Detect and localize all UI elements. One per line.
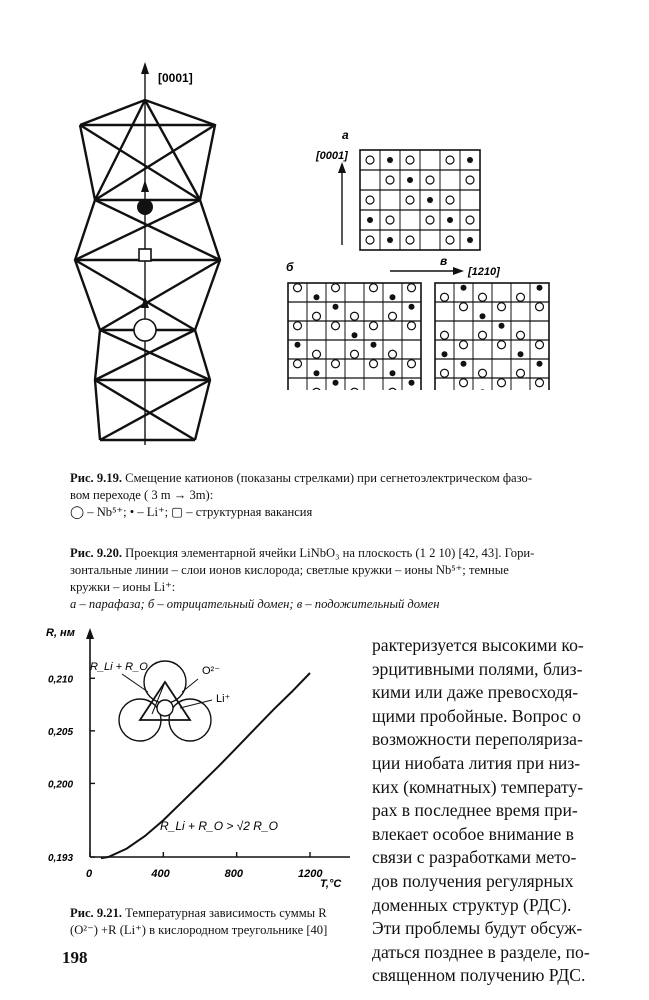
body-text-line: Эти проблемы будут обсуж-	[372, 918, 583, 939]
nb-ion-circle	[446, 156, 454, 164]
nb-ion-circle	[351, 388, 359, 390]
y-axis-label: R, нм	[46, 627, 75, 639]
nb-ion-circle	[386, 176, 394, 184]
nb-ion-circle	[332, 322, 340, 330]
axis-0001-label: [0001]	[316, 150, 348, 162]
fig21-chart	[40, 622, 360, 902]
nb-ion-circle	[370, 360, 378, 368]
panel-a-letter: a	[342, 128, 349, 142]
x-tick-label: 800	[224, 868, 244, 880]
body-text-line: кими или даже превосходя-	[372, 682, 579, 703]
nb-ion-circle	[460, 379, 468, 387]
li-ion-dot	[537, 285, 543, 291]
li-ion-dot	[442, 351, 448, 357]
nb-ion-circle	[479, 293, 487, 301]
li-ion-dot	[333, 304, 339, 310]
nb-ion-circle	[366, 156, 374, 164]
fig19-axis-label: [0001]	[158, 71, 193, 85]
fig19-caption-line3: ◯ – Nb⁵⁺; • – Li⁺; ▢ – структурная вакансия	[70, 505, 313, 519]
li-ion-dot	[518, 351, 524, 357]
nb-ion-circle	[406, 196, 414, 204]
li-ion-dot	[314, 370, 320, 376]
nb-ion-circle	[498, 303, 506, 311]
nb-ion-circle	[370, 284, 378, 292]
li-ion-dot	[314, 294, 320, 300]
li-ion-dot	[387, 157, 393, 163]
fig20-caption-line2: зонтальные линии – слои ионов кислорода; светлые кружки – ионы Nb⁵⁺; темные	[70, 563, 509, 577]
li-ion-dot	[467, 157, 473, 163]
x-axis-label: T,°C	[320, 878, 342, 890]
fig21-caption	[70, 905, 370, 939]
panel-c-letter: в	[440, 254, 448, 268]
li-ion-dot	[467, 237, 473, 243]
li-ion-dot	[499, 323, 505, 329]
nb-ion-circle	[332, 360, 340, 368]
li-ion-dot	[409, 380, 415, 386]
fig21-caption-line1: Температурная зависимость суммы R	[122, 906, 327, 920]
li-ion-dot	[371, 342, 377, 348]
inset-label-lithium: Li⁺	[216, 693, 231, 705]
fig19-caption-number: Рис. 9.19.	[70, 471, 123, 485]
inequality-annotation: R_Li + R_O > √2 R_O	[160, 819, 278, 833]
body-text-line: связи с разработками мето-	[372, 847, 577, 868]
nb-ion-circle	[517, 369, 525, 377]
li-ion-dot	[407, 177, 413, 183]
nb-ion-circle	[389, 312, 397, 320]
panel-c-grid	[435, 283, 549, 390]
body-text-line: священном получению РДС.	[372, 965, 586, 986]
fig20-caption-line4: а – парафаза; б – отрицательный домен; в – подожительный домен	[70, 597, 440, 611]
nb-ion-circle	[441, 331, 449, 339]
fig19-caption	[70, 470, 610, 521]
li-ion-dot	[461, 361, 467, 367]
nb-ion-circle	[408, 360, 416, 368]
li-ion-dot	[409, 304, 415, 310]
li-ion-marker	[137, 199, 153, 215]
nb-ion-circle	[536, 341, 544, 349]
body-text-line: рах в последнее время при-	[372, 800, 578, 821]
nb-ion-circle	[466, 216, 474, 224]
axis-1210-label: [1210]	[468, 266, 500, 278]
nb-ion-circle	[498, 341, 506, 349]
nb-ion-circle	[498, 379, 506, 387]
body-text-line: эрцитивными полями, близ-	[372, 658, 583, 679]
nb-ion-circle	[426, 176, 434, 184]
body-text-line: влекает особое внимание в	[372, 823, 574, 844]
inset-label-oxygen: O²⁻	[202, 665, 221, 677]
nb-ion-circle	[536, 379, 544, 387]
body-text-line: щими пробойные. Вопрос о	[372, 705, 581, 726]
fig20-projection-figure	[270, 125, 570, 390]
panel-b-grid	[288, 283, 421, 390]
li-ion-dot	[461, 285, 467, 291]
fig19-lattice-figure	[70, 60, 230, 450]
nb-ion-circle	[366, 236, 374, 244]
nb-ion-circle	[466, 176, 474, 184]
nb-ion-circle	[426, 216, 434, 224]
li-ion-dot	[390, 370, 396, 376]
nb-ion-circle	[389, 388, 397, 390]
y-tick-label: 0,210	[48, 674, 74, 686]
fig20-caption-line3: кружки – ионы Li⁺:	[70, 580, 176, 594]
nb-ion-circle	[446, 196, 454, 204]
nb-ion-circle	[446, 236, 454, 244]
nb-ion-circle	[351, 312, 359, 320]
fig20-caption	[70, 545, 610, 613]
li-ion-dot	[390, 294, 396, 300]
nb-ion-circle	[460, 303, 468, 311]
li-ion-dot	[387, 237, 393, 243]
inset-label-sum: R_Li + R_O	[90, 661, 148, 673]
nb-ion-circle	[351, 350, 359, 358]
body-text-line: ции ниобата лития при низ-	[372, 752, 581, 773]
li-ion-dot	[537, 361, 543, 367]
panel-b-letter: б	[286, 260, 294, 274]
vacancy-marker	[139, 249, 151, 261]
nb-ion-circle	[479, 331, 487, 339]
li-ion-dot	[480, 313, 486, 319]
nb-ion-circle	[294, 322, 302, 330]
body-text-line: рактеризуется высокими ко-	[372, 635, 584, 655]
li-ion-dot	[480, 389, 486, 390]
nb-ion-circle	[389, 350, 397, 358]
body-text-line: доменных структур (РДС).	[372, 894, 572, 915]
nb-ion-circle	[313, 388, 321, 390]
fig20-caption-number: Рис. 9.20.	[70, 546, 123, 560]
nb-ion-circle	[460, 341, 468, 349]
body-text-line: ких (комнатных) температу-	[372, 776, 584, 797]
nb-ion-circle	[479, 369, 487, 377]
y-tick-label: 0,200	[48, 779, 74, 791]
x-tick-label: 1200	[298, 868, 323, 880]
x-tick-label: 0	[86, 868, 93, 880]
nb-ion-circle	[386, 216, 394, 224]
nb-ion-circle	[294, 284, 302, 292]
fig21-caption-number: Рис. 9.21.	[70, 906, 123, 920]
nb-ion-circle	[408, 322, 416, 330]
nb-ion-circle	[370, 322, 378, 330]
panel-a-grid	[360, 150, 480, 250]
nb-ion-circle	[441, 293, 449, 301]
body-text-line: дов получения регулярных	[372, 870, 574, 891]
nb-ion-marker	[134, 319, 156, 341]
li-ion-dot	[295, 342, 301, 348]
nb-ion-circle	[517, 331, 525, 339]
nb-ion-circle	[313, 350, 321, 358]
y-tick-label: 0,193	[48, 853, 74, 864]
x-tick-label: 400	[151, 868, 170, 880]
oxygen-triangle-inset	[119, 661, 212, 741]
fig20-caption-line1: Проекция элементарной ячейки LiNbO₃ на плоскость (1 2 10) [42, 43]. Гори-	[122, 546, 535, 560]
nb-ion-circle	[313, 312, 321, 320]
nb-ion-circle	[406, 236, 414, 244]
nb-ion-circle	[366, 196, 374, 204]
fig21-caption-line2: (O²⁻) +R (Li⁺) в кислородном треугольнике [40]	[70, 923, 328, 937]
nb-ion-circle	[441, 369, 449, 377]
nb-ion-circle	[406, 156, 414, 164]
li-ion-dot	[427, 197, 433, 203]
fig19-caption-line1: Смещение катионов (показаны стрелками) при сегнетоэлектрическом фазо-	[122, 471, 533, 485]
y-tick-label: 0,205	[48, 726, 74, 738]
nb-ion-circle	[517, 293, 525, 301]
fig19-caption-line2: вом переходе ( 3 m → 3m):	[70, 488, 214, 502]
body-text-line: даться позднее в разделе, по-	[372, 941, 590, 962]
nb-ion-circle	[408, 284, 416, 292]
body-text-line: возможности переполяриза-	[372, 729, 583, 750]
body-text-column	[372, 634, 612, 988]
page-number: 198	[62, 948, 88, 967]
li-ion-dot	[333, 380, 339, 386]
li-ion-dot	[367, 217, 373, 223]
li-ion-dot	[447, 217, 453, 223]
nb-ion-circle	[332, 284, 340, 292]
nb-ion-circle	[536, 303, 544, 311]
li-ion-dot	[352, 332, 358, 338]
nb-ion-circle	[294, 360, 302, 368]
